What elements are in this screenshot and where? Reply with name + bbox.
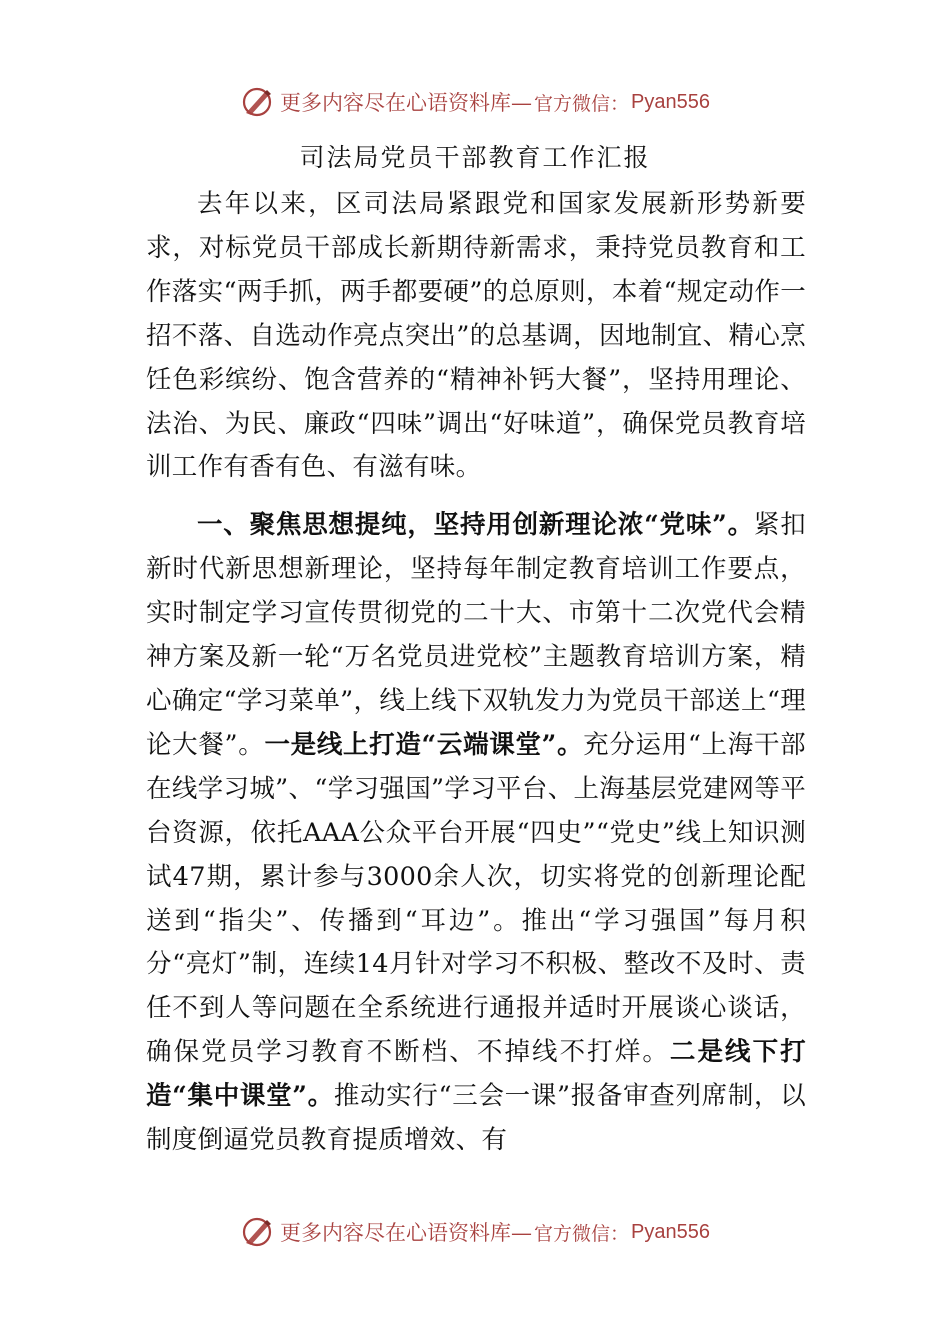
banner-wechat-id: Pyan556 (631, 90, 710, 113)
document-title: 司法局党员干部教育工作汇报 (299, 143, 651, 172)
banner-wechat-label: 官方微信： (534, 92, 630, 115)
banner-wechat-id: Pyan556 (631, 1220, 710, 1243)
pen-logo-icon (240, 1215, 274, 1249)
section-one-text-2: 充分运用“上海干部在线学习城”、“学习强国”学习平台、上海基层党建网等平台资源，依托AAA公众平台开展“四史”“党史”线上知识测试47期，累计参与3000余人次，切实将党的创新理论配送到“指尖”、传播到“耳边”。推出“学习强国”每月积分“亮灯”制，连续14月针对学习不积极、整改不及时、责任不到人等问题在全系统进行通报并适时开展谈心谈话，确保党员学习教育不断档、不掉线不打烊。 (146, 729, 806, 1068)
intro-paragraph: 去年以来，区司法局紧跟党和国家发展新形势新要求，对标党员干部成长新期待新需求，秉持党员教育和工作落实“两手抓，两手都要硬”的总原则，本着“规定动作一招不落、自选动作亮点突出”的总基调，因地制宜、精心烹饪色彩缤纷、饱含营养的“精神补钙大餐”，坚持用理论、法治、为民、廉政“四味”调出“好味道”，确保党员教育培训工作有香有色、有滋有味。 (146, 189, 806, 483)
banner-wechat-label: 官方微信： (534, 1222, 630, 1245)
header-watermark-banner (0, 82, 950, 122)
pen-logo-icon (240, 85, 274, 119)
banner-main-text: 更多内容尽在心语资料库— (280, 1221, 532, 1245)
banner-main-text: 更多内容尽在心语资料库— (280, 91, 532, 115)
section-one-text-3: 推动实行“三会一课”报备审查列席制，以制度倒逼党员教育提质增效、有 (146, 1081, 806, 1156)
section-one-paragraph (146, 504, 806, 1163)
section-one-heading: 一、聚焦思想提纯，坚持用创新理论浓“党味”。 (197, 510, 754, 541)
section-one-text-1: 紧扣新时代新思想新理论，坚持每年制定教育培训工作要点，实时制定学习宣传贯彻党的二十大、市第十二次党代会精神方案及新一轮“万名党员进党校”主题教育培训方案，精心确定“学习菜单”，线上线下双轨发力为党员干部送上“理论大餐”。 (146, 510, 807, 760)
footer-watermark-banner (0, 1212, 950, 1252)
subpoint-one-heading: 一是线上打造“云端课堂”。 (264, 729, 584, 760)
document-body (146, 183, 806, 1163)
subpoint-two-heading: 二是线下打造“集中课堂”。 (146, 1037, 806, 1112)
